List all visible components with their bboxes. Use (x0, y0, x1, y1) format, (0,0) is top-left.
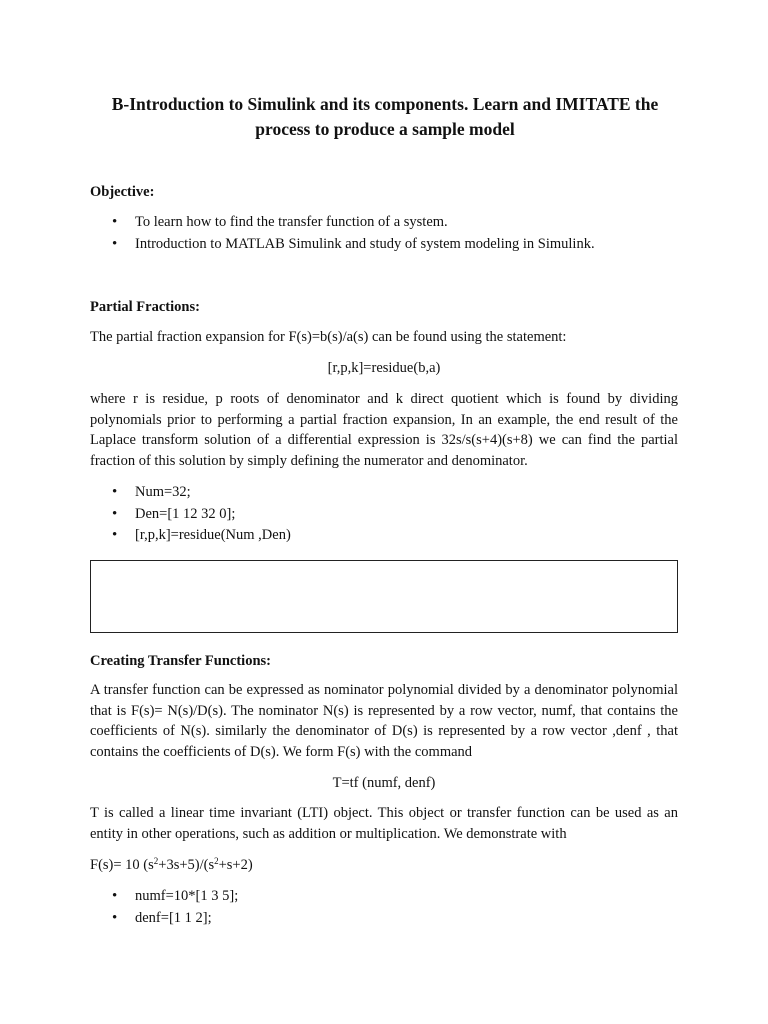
formula-part: +s+2) (218, 857, 253, 873)
list-item: • denf=[1 1 2]; (90, 908, 238, 930)
output-box (90, 560, 678, 633)
partial-fractions-heading: Partial Fractions: (90, 299, 200, 315)
transfer-functions-paragraph-1: A transfer function can be expressed as nominator polynomial divided by a denominator polynomial that is F(s)= N(s)/D(s). The nominator N(s) is represented by a row vector, numf, that contains the coefficients of N(s). similarly the denominator of D(s) is represented by a row vector ,denf , that contains the coefficients of D(s). We form F(s) with the command (90, 682, 678, 760)
list-item: • Introduction to MATLAB Simulink and study of system modeling in Simulink. (90, 234, 595, 256)
residue-statement: [r,p,k]=residue(b,a) (327, 360, 441, 376)
list-item: • [r,p,k]=residue(Num ,Den) (90, 525, 291, 547)
title-line-1: B-Introduction to Simulink and its components. Learn and IMITATE the (111, 94, 659, 114)
list-item: • Num=32; (90, 482, 291, 504)
formula-part: F(s)= 10 (s (90, 857, 154, 873)
page-title (90, 92, 680, 142)
title-line-2: process to produce a sample model (255, 119, 515, 139)
transfer-functions-list (90, 886, 238, 929)
formula-superscript: 2 (214, 856, 219, 866)
formula-superscript: 2 (153, 856, 159, 866)
partial-fractions-explanation: where r is residue, p roots of denominator and k direct quotient which is found by dividing polynomials prior to performing a partial fraction expansion, In an example, the end result of the Laplace transform solution of a differential expression is 32s/s(s+4)(s+8) we can find the partial fraction of this solution by simply defining the numerator and denominator. (90, 391, 678, 469)
list-item: • To learn how to find the transfer function of a system. (90, 212, 595, 234)
objective-heading: Objective: (90, 184, 155, 200)
list-item: • numf=10*[1 3 5]; (90, 886, 238, 908)
partial-fractions-intro: The partial fraction expansion for F(s)=b(s)/a(s) can be found using the statement: (90, 329, 567, 345)
partial-fractions-list (90, 482, 291, 547)
tf-command: T=tf (numf, denf) (332, 775, 436, 791)
transfer-functions-heading: Creating Transfer Functions: (90, 653, 271, 669)
list-item: • Den=[1 12 32 0]; (90, 504, 291, 526)
formula-part: +3s+5)/(s (158, 857, 215, 873)
transfer-functions-paragraph-2: T is called a linear time invariant (LTI) object. This object or transfer function can be used as an entity in other operations, such as addition or multiplication. We demonstrate with (90, 805, 678, 842)
example-formula (90, 856, 253, 874)
objective-list (90, 212, 595, 255)
